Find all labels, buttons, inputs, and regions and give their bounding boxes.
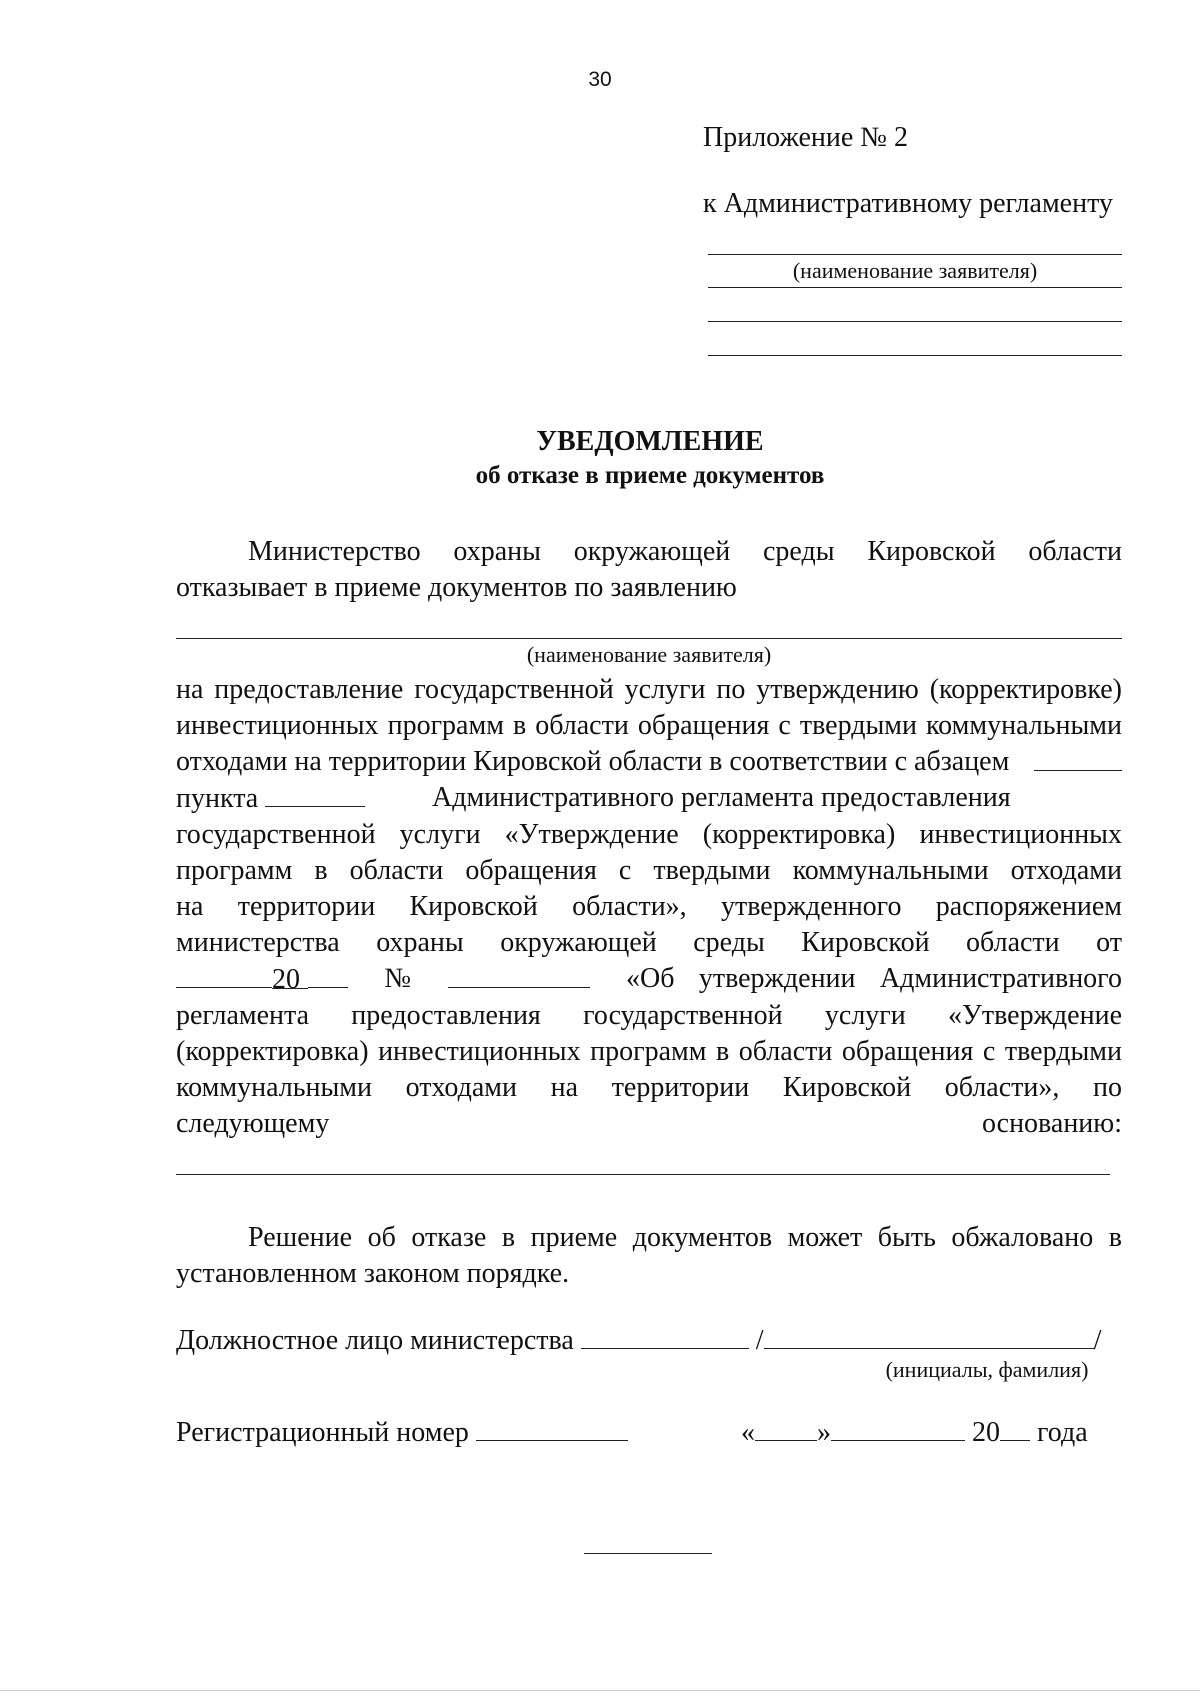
- body-line-text: основанию:: [981, 1108, 1122, 1139]
- body-line: (корректировка) инвестиционных программ в области обращения с твердыми: [176, 1036, 1122, 1067]
- date-year-group: [176, 961, 348, 998]
- body-line: на предоставление государственной услуги по утверждению (корректировке): [176, 674, 1122, 705]
- number-sign: №: [384, 963, 412, 994]
- document-number-blank: [448, 961, 590, 988]
- date-day-month-blank: [176, 961, 272, 988]
- body-line: коммунальными отходами на территории Кировской области», по: [176, 1072, 1122, 1103]
- official-label: Должностное лицо министерства: [176, 1325, 574, 1356]
- body-line-text: пункта: [176, 783, 259, 814]
- registration-number-blank: [476, 1414, 628, 1441]
- intro-word: области: [1028, 536, 1122, 567]
- applicant-caption-body: (наименование заявителя): [526, 642, 772, 667]
- intro-word: окружающей: [573, 536, 731, 567]
- body-line-text: отходами на территории Кировской области в соответствии с абзацем: [176, 746, 1010, 777]
- applicant-blank-line-1: [708, 254, 1122, 255]
- paragraph-number-blank: [1034, 744, 1122, 771]
- date-year-prefix: 20: [272, 962, 308, 989]
- document-title: УВЕДОМЛЕНИЕ: [536, 426, 764, 457]
- intro-word: среды: [763, 536, 835, 567]
- date-month-blank: [831, 1414, 965, 1441]
- intro-paragraph: [176, 534, 1122, 606]
- date-day-blank: [755, 1414, 817, 1441]
- signature-slash-left: /: [755, 1325, 764, 1356]
- intro-word: Кировской: [867, 536, 996, 567]
- body-line: государственной услуги «Утверждение (корректировка) инвестиционных: [176, 819, 1122, 850]
- body-line: регламента предоставления государственной услуги «Утверждение: [176, 1000, 1122, 1031]
- body-line: [176, 780, 1122, 817]
- date-year-blank: [1000, 1414, 1030, 1441]
- signature-slash-right: /: [1093, 1325, 1102, 1356]
- appeal-paragraph: [176, 1220, 1122, 1292]
- year-prefix: 20: [972, 1417, 1000, 1448]
- quote-close: »: [817, 1417, 831, 1448]
- date-year-blank: [308, 961, 348, 988]
- applicant-blank-line-4: [708, 355, 1122, 356]
- document-subtitle: об отказе в приеме документов: [475, 462, 825, 489]
- body-line-text: следующему: [176, 1108, 330, 1139]
- reason-blank-line: [176, 1174, 1110, 1175]
- signature-row: [176, 1322, 1101, 1357]
- registration-label: Регистрационный номер: [176, 1417, 469, 1448]
- initials-blank: [764, 1322, 1094, 1349]
- body-line: министерства охраны окружающей среды Кировской области от: [176, 927, 1122, 958]
- applicant-blank-line-3: [708, 321, 1122, 322]
- signature-blank: [581, 1322, 749, 1349]
- applicant-body-blank-line: [176, 638, 1122, 639]
- page-number: 30: [588, 68, 612, 91]
- registration-row: [176, 1414, 628, 1449]
- year-suffix: года: [1037, 1417, 1088, 1448]
- registration-date: [741, 1414, 1088, 1449]
- body-line-left: [176, 780, 365, 817]
- main-paragraph: [176, 672, 1122, 1142]
- appendix-to-label: к Административному регламенту: [703, 188, 1113, 219]
- body-line-text: Административного регламента предоставления: [432, 782, 1011, 813]
- body-line: на территории Кировской области», утвержденного распоряжением: [176, 891, 1122, 922]
- scan-edge: [0, 1690, 1200, 1691]
- body-line: [176, 744, 1122, 780]
- intro-word: Министерство: [248, 536, 421, 567]
- clause-number-blank: [265, 780, 365, 807]
- intro-word: охраны: [453, 536, 541, 567]
- appendix-label: Приложение № 2: [703, 122, 908, 153]
- footer-separator: [584, 1553, 712, 1554]
- initials-caption: (инициалы, фамилия): [885, 1357, 1089, 1382]
- body-line: программ в области обращения с твердыми коммунальными отходами: [176, 855, 1122, 886]
- appeal-line-2: установленном законом порядке.: [176, 1258, 570, 1289]
- body-line: инвестиционных программ в области обращения с твердыми коммунальными: [176, 710, 1122, 741]
- body-line: [176, 1106, 1122, 1142]
- applicant-blank-line-2: [708, 287, 1122, 288]
- intro-line-1: [176, 534, 1122, 570]
- body-line-date-number: [176, 961, 1122, 998]
- body-line-text: «Об утверждении Административного: [625, 963, 1122, 994]
- quote-open: «: [741, 1417, 755, 1448]
- intro-line-2: отказывает в приеме документов по заявлению: [176, 572, 737, 603]
- appeal-line-1: Решение об отказе в приеме документов может быть обжаловано в: [248, 1222, 1122, 1253]
- applicant-caption-header: (наименование заявителя): [792, 258, 1038, 283]
